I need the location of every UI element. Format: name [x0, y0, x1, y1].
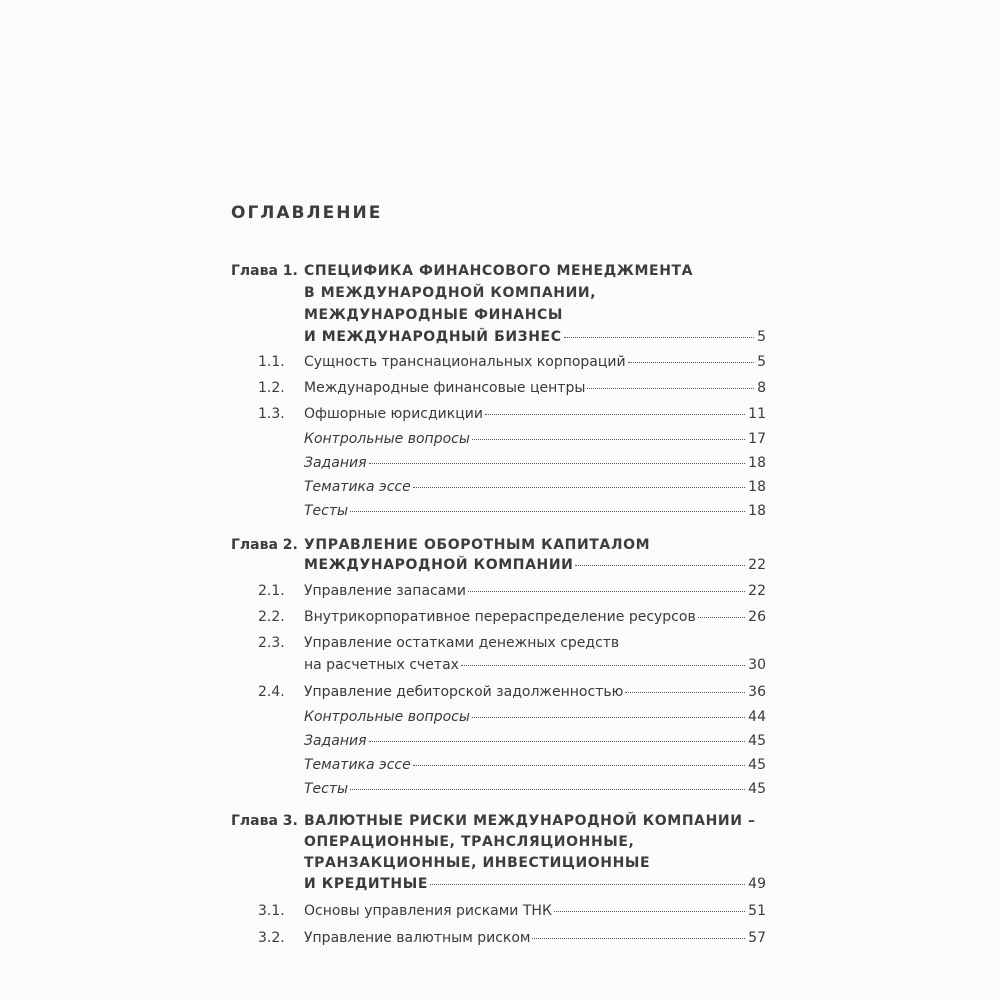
section-title: Задания: [304, 733, 367, 749]
dot-leader: [554, 911, 745, 912]
section-title: Сущность транснациональных корпораций: [304, 354, 626, 370]
toc-entry-2-4[interactable]: [0, 684, 1000, 708]
toc-entry-3-1[interactable]: [0, 903, 1000, 927]
chapter-title-line: МЕЖДУНАРОДНОЙ КОМПАНИИ: [304, 557, 574, 573]
section-title: Управление дебиторской задолженностью: [304, 684, 624, 700]
dot-leader: [628, 362, 754, 363]
toc-entry-2-tests[interactable]: [0, 781, 1000, 805]
page-number: 11: [748, 406, 766, 422]
section-number: 2.2.: [258, 609, 285, 625]
toc-entry-2-3[interactable]: [0, 635, 1000, 659]
dot-leader: [413, 487, 745, 488]
toc-entry-1-tests[interactable]: [0, 503, 1000, 527]
page-number: 17: [748, 431, 766, 447]
page-number: 57: [748, 930, 766, 946]
page-number: 18: [748, 479, 766, 495]
dot-leader: [369, 741, 746, 742]
dot-leader: [625, 692, 745, 693]
section-number: 3.1.: [258, 903, 285, 919]
dot-leader: [350, 789, 745, 790]
toc-leader: [304, 876, 766, 892]
chapter-label: Глава 1.: [231, 263, 298, 279]
dot-leader: [485, 414, 745, 415]
dot-leader: [468, 591, 745, 592]
page-number: 51: [748, 903, 766, 919]
section-title: Тематика эссе: [304, 479, 411, 495]
section-title-continued: на расчетных счетах: [304, 657, 459, 673]
toc-entry-1-questions[interactable]: [0, 431, 1000, 455]
section-number: 1.1.: [258, 354, 285, 370]
toc-leader: [304, 557, 766, 573]
section-title: Международные финансовые центры: [304, 380, 586, 396]
toc-entry-2-tasks[interactable]: [0, 733, 1000, 757]
page-number: 49: [748, 876, 766, 892]
page-number: 45: [748, 733, 766, 749]
page-number: 18: [748, 503, 766, 519]
toc-entry-2-2[interactable]: [0, 609, 1000, 633]
toc-entry-2-1[interactable]: [0, 583, 1000, 607]
section-title: Тематика эссе: [304, 757, 411, 773]
section-title: Контрольные вопросы: [304, 431, 470, 447]
dot-leader: [369, 463, 746, 464]
section-title: Управление остатками денежных средств: [304, 635, 620, 651]
page-number: 36: [748, 684, 766, 700]
page-number: 22: [748, 557, 766, 573]
section-number: 1.3.: [258, 406, 285, 422]
chapter-title-line: И КРЕДИТНЫЕ: [304, 876, 428, 892]
chapter-1-heading[interactable]: [0, 263, 1000, 287]
page-number: 22: [748, 583, 766, 599]
section-number: 2.1.: [258, 583, 285, 599]
page-number: 45: [748, 757, 766, 773]
chapter-title-line: В МЕЖДУНАРОДНОЙ КОМПАНИИ,: [304, 285, 597, 301]
section-title: Внутрикорпоративное перераспределение ресурсов: [304, 609, 696, 625]
section-title: Задания: [304, 455, 367, 471]
section-number: 1.2.: [258, 380, 285, 396]
page-number: 8: [757, 380, 766, 396]
dot-leader: [564, 337, 755, 338]
section-number: 2.3.: [258, 635, 285, 651]
dot-leader: [430, 884, 745, 885]
section-title: Управление валютным риском: [304, 930, 531, 946]
section-number: 3.2.: [258, 930, 285, 946]
chapter-title-line: УПРАВЛЕНИЕ ОБОРОТНЫМ КАПИТАЛОМ: [304, 537, 651, 553]
toc-entry-2-questions[interactable]: [0, 709, 1000, 733]
section-title: Контрольные вопросы: [304, 709, 470, 725]
section-number: 2.4.: [258, 684, 285, 700]
dot-leader: [698, 617, 745, 618]
section-title: Тесты: [304, 781, 349, 797]
section-title: Основы управления рисками ТНК: [304, 903, 552, 919]
chapter-title-line: СПЕЦИФИКА ФИНАНСОВОГО МЕНЕДЖМЕНТА: [304, 263, 694, 279]
section-title: Офшорные юрисдикции: [304, 406, 483, 422]
dot-leader: [472, 717, 745, 718]
page-number: 30: [748, 657, 766, 673]
chapter-title-line: ТРАНЗАКЦИОННЫЕ, ИНВЕСТИЦИОННЫЕ: [304, 855, 651, 871]
page-number: 44: [748, 709, 766, 725]
page-number: 5: [757, 329, 766, 345]
section-title: Тесты: [304, 503, 349, 519]
chapter-title-line: ОПЕРАЦИОННЫЕ, ТРАНСЛЯЦИОННЫЕ,: [304, 834, 635, 850]
toc-title: ОГЛАВЛЕНИЕ: [231, 203, 383, 223]
toc-entry-1-essay[interactable]: [0, 479, 1000, 503]
chapter-label: Глава 3.: [231, 813, 298, 829]
chapter-title-line: ВАЛЮТНЫЕ РИСКИ МЕЖДУНАРОДНОЙ КОМПАНИИ –: [304, 813, 756, 829]
page-number: 45: [748, 781, 766, 797]
page-number: 26: [748, 609, 766, 625]
dot-leader: [532, 938, 745, 939]
toc-leader: [304, 329, 766, 345]
toc-entry-1-2[interactable]: [0, 380, 1000, 404]
dot-leader: [575, 565, 745, 566]
toc-entry-1-1[interactable]: [0, 354, 1000, 378]
dot-leader: [587, 388, 754, 389]
toc-entry-1-tasks[interactable]: [0, 455, 1000, 479]
section-title: Управление запасами: [304, 583, 466, 599]
toc-entry-3-2[interactable]: [0, 930, 1000, 954]
dot-leader: [472, 439, 745, 440]
toc-entry-1-3[interactable]: [0, 406, 1000, 430]
dot-leader: [461, 665, 745, 666]
toc-entry-2-essay[interactable]: [0, 757, 1000, 781]
page-number: 5: [757, 354, 766, 370]
page-number: 18: [748, 455, 766, 471]
dot-leader: [413, 765, 745, 766]
chapter-label: Глава 2.: [231, 537, 298, 553]
chapter-title-line: И МЕЖДУНАРОДНЫЙ БИЗНЕС: [304, 329, 562, 345]
chapter-title-line: МЕЖДУНАРОДНЫЕ ФИНАНСЫ: [304, 307, 563, 323]
dot-leader: [350, 511, 745, 512]
